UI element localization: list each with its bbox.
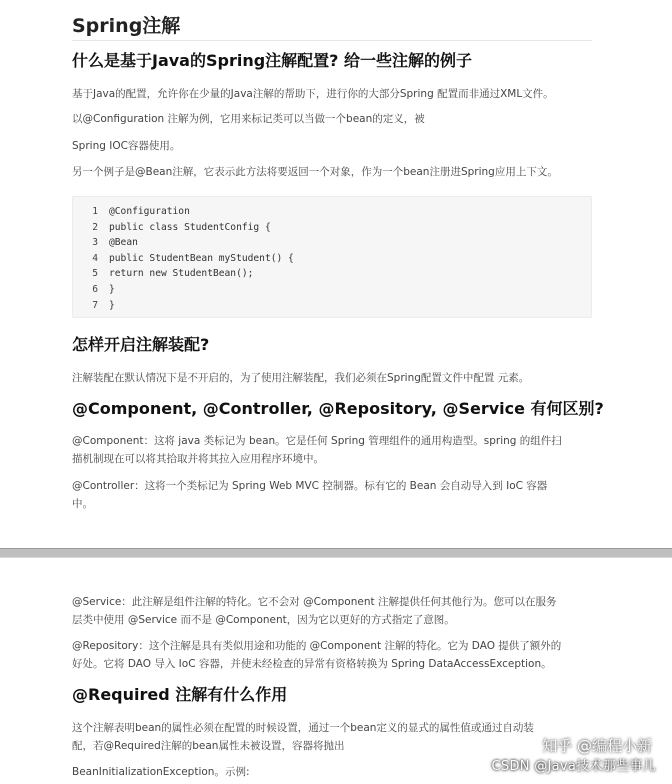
code-text: @Configuration (109, 206, 190, 217)
paragraph-java-config-3: Spring IOC容器使用。 (72, 140, 181, 152)
paragraph-controller-1: @Controller：这将一个类标记为 Spring Web MVC 控制器。标有它的 Bean 会自动导入到 IoC 容器 (72, 480, 548, 492)
line-number: 6 (92, 283, 98, 295)
heading-required: @Required 注解有什么作用 (72, 685, 288, 704)
paragraph-required-2: 配，若@Required注解的bean属性未被设置，容器将抛出 (72, 740, 345, 752)
title-divider (72, 40, 592, 41)
heading-enable-annotation: 怎样开启注解装配? (72, 335, 210, 354)
paragraph-service-1: @Service：此注解是组件注解的特化。它不会对 @Component 注解提供任何其他行为。您可以在服务 (72, 596, 557, 608)
code-block (72, 196, 592, 318)
heading-java-config: 什么是基于Java的Spring注解配置? 给一些注解的例子 (72, 51, 473, 70)
code-text: @Bean (109, 237, 138, 249)
code-line (73, 282, 591, 298)
code-line (73, 266, 591, 282)
line-number: 5 (92, 268, 98, 280)
code-line (73, 235, 591, 251)
code-text: } (109, 283, 115, 295)
paragraph-controller-2: 中。 (72, 498, 93, 510)
line-number: 7 (92, 299, 98, 311)
zhihu-watermark: 知乎 @编程小新 (542, 737, 652, 755)
paragraph-java-config-2: 以@Configuration 注解为例，它用来标记类可以当做一个bean的定义，被 (72, 113, 425, 125)
paragraph-java-config-4: 另一个例子是@Bean注解，它表示此方法将要返回一个对象，作为一个bean注册进Spring应用上下文。 (72, 166, 558, 178)
paragraph-enable-annotation: 注解装配在默认情况下是不开启的，为了使用注解装配，我们必须在Spring配置文件中配置 元素。 (72, 372, 530, 384)
code-text: return new StudentBean(); (109, 268, 254, 280)
page-title: Spring注解 (72, 15, 181, 37)
line-number: 1 (92, 206, 98, 217)
line-number: 2 (92, 221, 98, 233)
paragraph-component-1: @Component：这将 java 类标记为 bean。它是任何 Spring 管理组件的通用构造型。spring 的组件扫 (72, 435, 562, 447)
code-line (73, 298, 591, 314)
paragraph-component-2: 描机制现在可以将其拾取并将其拉入应用程序环境中。 (72, 453, 324, 465)
paragraph-repository-2: 好处。它将 DAO 导入 IoC 容器，并使未经检查的异常有资格转换为 Spring DataAccessException。 (72, 658, 552, 670)
heading-stereotypes: @Component, @Controller, @Repository, @Service 有何区别? (72, 399, 604, 418)
paragraph-repository-1: @Repository：这个注解是具有类似用途和功能的 @Component 注解的特化。它为 DAO 提供了额外的 (72, 640, 562, 652)
paragraph-java-config-1: 基于Java的配置，允许你在少量的Java注解的帮助下，进行你的大部分Spring 配置而非通过XML文件。 (72, 88, 554, 100)
line-number: 3 (92, 237, 98, 249)
paragraph-required-1: 这个注解表明bean的属性必须在配置的时候设置，通过一个bean定义的显式的属性值或通过自动装 (72, 722, 534, 734)
line-number: 4 (92, 252, 98, 264)
code-line (73, 251, 591, 267)
code-text: public StudentBean myStudent() { (109, 252, 294, 264)
paragraph-required-3: BeanInitializationException。示例: (72, 766, 250, 778)
page-separator (0, 548, 672, 558)
paragraph-service-2: 层类中使用 @Service 而不是 @Component，因为它以更好的方式指定了意图。 (72, 614, 455, 626)
code-line (73, 204, 591, 220)
code-line (73, 220, 591, 236)
csdn-watermark: CSDN @Java技术那些事儿 (491, 759, 656, 774)
code-text: public class StudentConfig { (109, 221, 271, 233)
code-text: } (109, 299, 115, 311)
